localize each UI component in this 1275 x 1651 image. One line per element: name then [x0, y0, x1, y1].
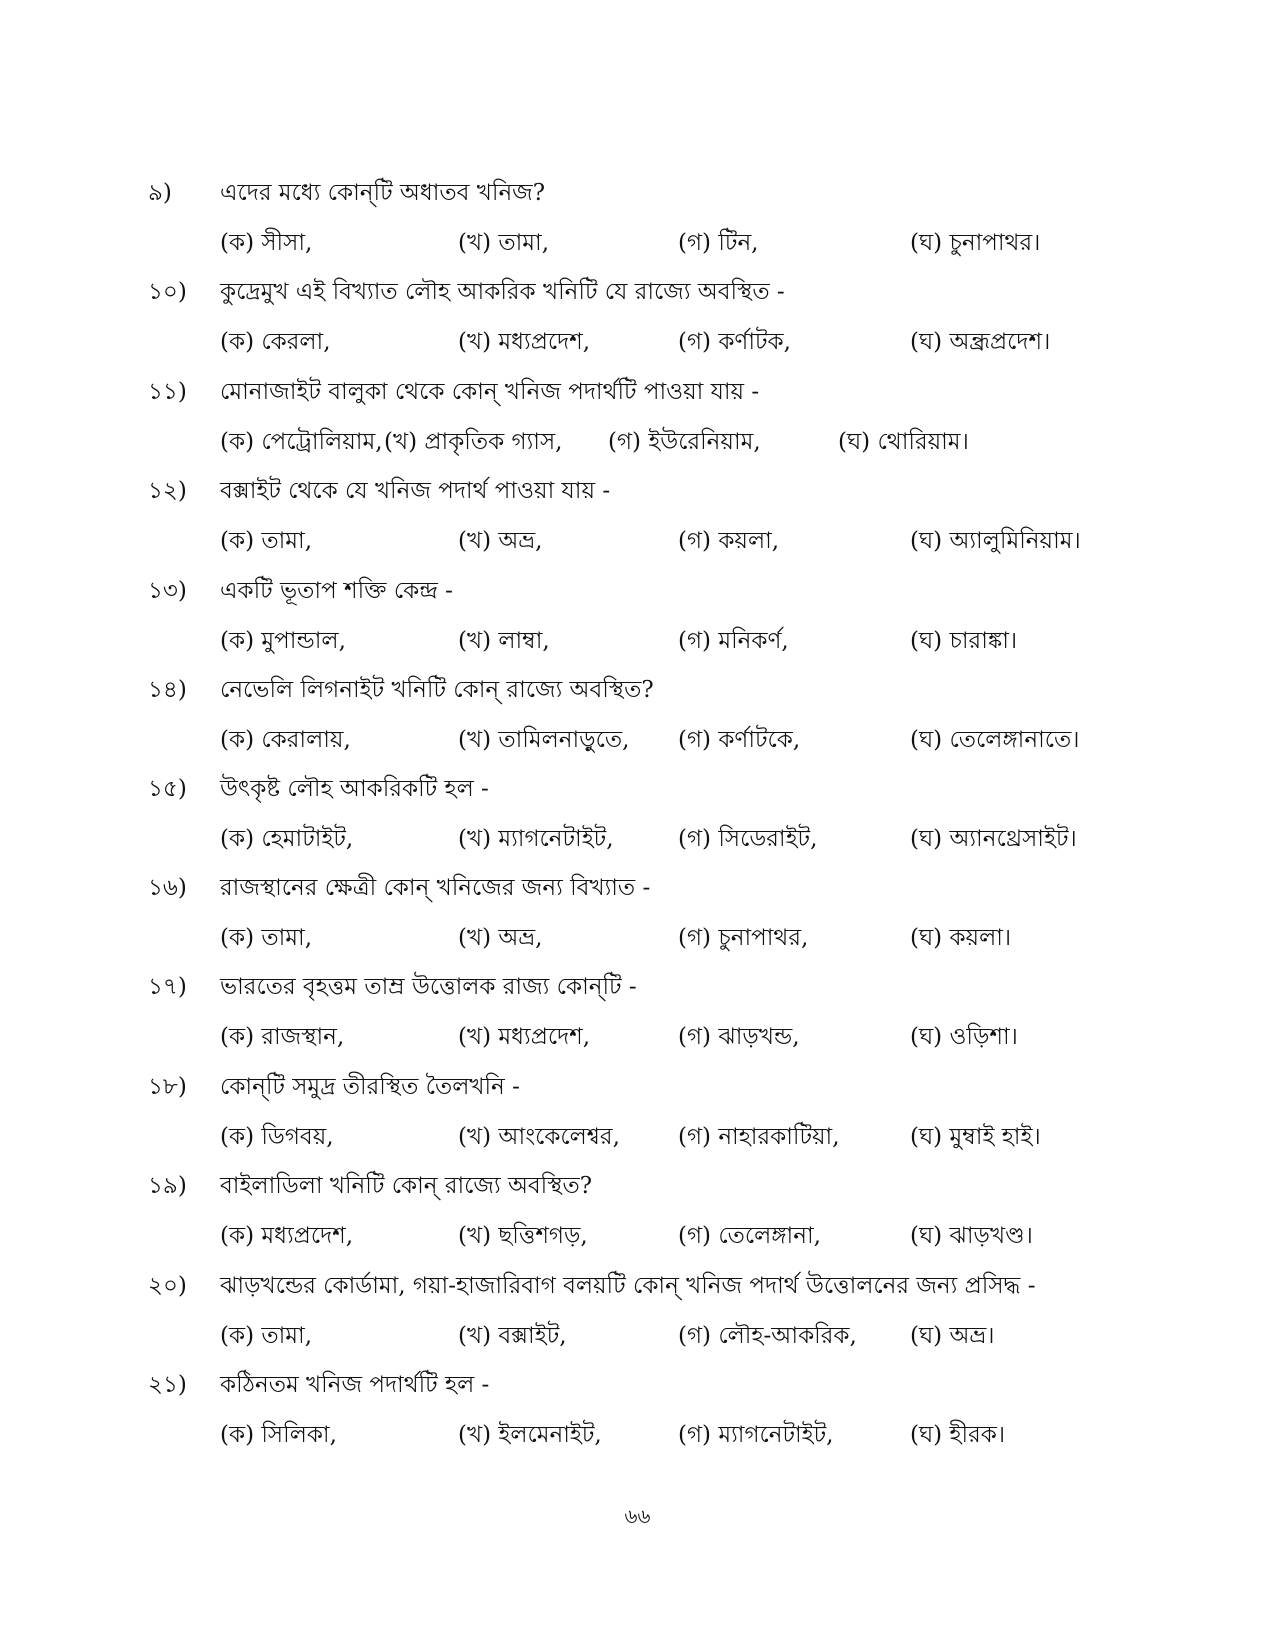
question-number: ১৩)	[148, 578, 187, 604]
option-kha: (খ) প্রাকৃতিক গ্যাস,	[384, 429, 563, 455]
question-text: কুদ্রেমুখ এই বিখ্যাত লৌহ আকরিক খনিটি যে রাজ্যে অবস্থিত -	[220, 279, 785, 305]
question-number: ১১)	[148, 379, 187, 405]
option-ga: (গ) ইউরেনিয়াম,	[608, 429, 761, 455]
option-ga: (গ) মনিকর্ণ,	[678, 628, 789, 654]
option-ga: (গ) টিন,	[678, 230, 759, 256]
question-text: বাইলাডিলা খনিটি কোন্‌ রাজ্যে অবস্থিত?	[220, 1173, 593, 1199]
question-number: ১৭)	[148, 974, 187, 1000]
option-ka: (ক) ডিগবয়,	[220, 1124, 334, 1150]
question-12	[0, 476, 1275, 576]
option-gha: (ঘ) অন্ধ্রপ্রদেশ।	[910, 329, 1051, 355]
option-kha: (খ) অভ্র,	[458, 925, 543, 951]
option-gha: (ঘ) ঝাড়খণ্ড।	[910, 1223, 1033, 1249]
question-13	[0, 576, 1275, 676]
question-16	[0, 873, 1275, 973]
option-gha: (ঘ) তেলেঙ্গানাতে।	[910, 727, 1080, 753]
option-ka: (ক) মধ্যপ্রদেশ,	[220, 1223, 354, 1249]
option-gha: (ঘ) অ্যালুমিনিয়াম।	[910, 528, 1081, 554]
option-ka: (ক) সীসা,	[220, 230, 313, 256]
option-ka: (ক) তামা,	[220, 528, 313, 554]
question-number: ১০)	[148, 279, 187, 305]
question-text: বক্সাইট থেকে যে খনিজ পদার্থ পাওয়া যায় -	[220, 478, 611, 504]
option-ka: (ক) মুপান্ডাল,	[220, 628, 346, 654]
question-number: ২১)	[148, 1372, 187, 1398]
question-text: একটি ভূতাপ শক্তি কেন্দ্র -	[220, 578, 453, 604]
question-17	[0, 972, 1275, 1072]
option-gha: (ঘ) মুম্বাই হাই।	[910, 1124, 1041, 1150]
option-ga: (গ) কর্ণাটক,	[678, 329, 791, 355]
question-21	[0, 1370, 1275, 1470]
question-number: ১৬)	[148, 875, 187, 901]
option-gha: (ঘ) কয়লা।	[910, 925, 1012, 951]
option-kha: (খ) মধ্যপ্রদেশ,	[458, 329, 591, 355]
question-number: ১৫)	[148, 776, 187, 802]
option-kha: (খ) ছত্তিশগড়,	[458, 1223, 588, 1249]
question-text: মোনাজাইট বালুকা থেকে কোন্‌ খনিজ পদার্থটি পাওয়া যায় -	[220, 379, 760, 405]
option-ka: (ক) পেট্রোলিয়াম,	[220, 429, 383, 455]
question-14	[0, 675, 1275, 775]
question-text: এদের মধ্যে কোন্‌টি অধাতব খনিজ?	[220, 180, 546, 206]
option-ka: (ক) হেমাটাইট,	[220, 826, 354, 852]
question-text: কোন্‌টি সমুদ্র তীরস্থিত তৈলখনি -	[220, 1074, 520, 1100]
option-kha: (খ) আংকেলেশ্বর,	[458, 1124, 620, 1150]
question-number: ১৮)	[148, 1074, 187, 1100]
question-15	[0, 774, 1275, 874]
question-text: ভারতের বৃহত্তম তাম্র উত্তোলক রাজ্য কোন্‌টি -	[220, 974, 637, 1000]
question-text: কঠিনতম খনিজ পদার্থটি হল -	[220, 1372, 490, 1398]
question-number: ৯)	[148, 180, 172, 206]
question-20	[0, 1271, 1275, 1371]
question-number: ১৪)	[148, 677, 187, 703]
option-gha: (ঘ) অ্যানথ্রেসাইট।	[910, 826, 1077, 852]
option-ga: (গ) কর্ণাটকে,	[678, 727, 801, 753]
option-ka: (ক) তামা,	[220, 1323, 313, 1349]
option-kha: (খ) লাম্বা,	[458, 628, 550, 654]
question-number: ২০)	[148, 1273, 187, 1299]
question-9	[0, 178, 1275, 278]
option-ga: (গ) তেলেঙ্গানা,	[678, 1223, 821, 1249]
option-gha: (ঘ) থোরিয়াম।	[838, 429, 969, 455]
option-gha: (ঘ) ওড়িশা।	[910, 1024, 1018, 1050]
option-kha: (খ) ম্যাগনেটাইট,	[458, 826, 614, 852]
question-18	[0, 1072, 1275, 1172]
option-ka: (ক) কেরালায়,	[220, 727, 351, 753]
option-ga: (গ) ম্যাগনেটাইট,	[678, 1422, 834, 1448]
question-11	[0, 377, 1275, 477]
question-text: নেভেলি লিগনাইট খনিটি কোন্‌ রাজ্যে অবস্থিত?	[220, 677, 654, 703]
option-ga: (গ) চুনাপাথর,	[678, 925, 809, 951]
option-kha: (খ) তামিলনাড়ুতে,	[458, 727, 630, 753]
option-kha: (খ) মধ্যপ্রদেশ,	[458, 1024, 591, 1050]
question-number: ১২)	[148, 478, 187, 504]
option-ga: (গ) ঝাড়খন্ড,	[678, 1024, 800, 1050]
question-19	[0, 1171, 1275, 1271]
option-kha: (খ) তামা,	[458, 230, 550, 256]
option-ka: (ক) কেরলা,	[220, 329, 331, 355]
option-gha: (ঘ) হীরক।	[910, 1422, 1006, 1448]
question-10	[0, 277, 1275, 377]
option-kha: (খ) অভ্র,	[458, 528, 543, 554]
option-ga: (গ) সিডেরাইট,	[678, 826, 818, 852]
option-ga: (গ) লৌহ-আকরিক,	[678, 1323, 857, 1349]
question-text: রাজস্থানের ক্ষেত্রী কোন্‌ খনিজের জন্য বিখ্যাত -	[220, 875, 651, 901]
question-number: ১৯)	[148, 1173, 187, 1199]
option-ga: (গ) কয়লা,	[678, 528, 780, 554]
option-ga: (গ) নাহারকাটিয়া,	[678, 1124, 840, 1150]
question-text: উৎকৃষ্ট লৌহ আকরিকটি হল -	[220, 776, 489, 802]
option-kha: (খ) বক্সাইট,	[458, 1323, 567, 1349]
option-gha: (ঘ) অভ্র।	[910, 1323, 995, 1349]
page-number: ৬৬	[624, 1504, 651, 1528]
option-kha: (খ) ইলমেনাইট,	[458, 1422, 602, 1448]
option-ka: (ক) রাজস্থান,	[220, 1024, 345, 1050]
option-gha: (ঘ) চারাঙ্কা।	[910, 628, 1018, 654]
option-gha: (ঘ) চুনাপাথর।	[910, 230, 1041, 256]
question-text: ঝাড়খন্ডের কোর্ডামা, গয়া-হাজারিবাগ বলয়টি কোন্‌ খনিজ পদার্থ উত্তোলনের জন্য প্রসিদ্ধ -	[220, 1273, 1036, 1299]
option-ka: (ক) তামা,	[220, 925, 313, 951]
option-ka: (ক) সিলিকা,	[220, 1422, 337, 1448]
